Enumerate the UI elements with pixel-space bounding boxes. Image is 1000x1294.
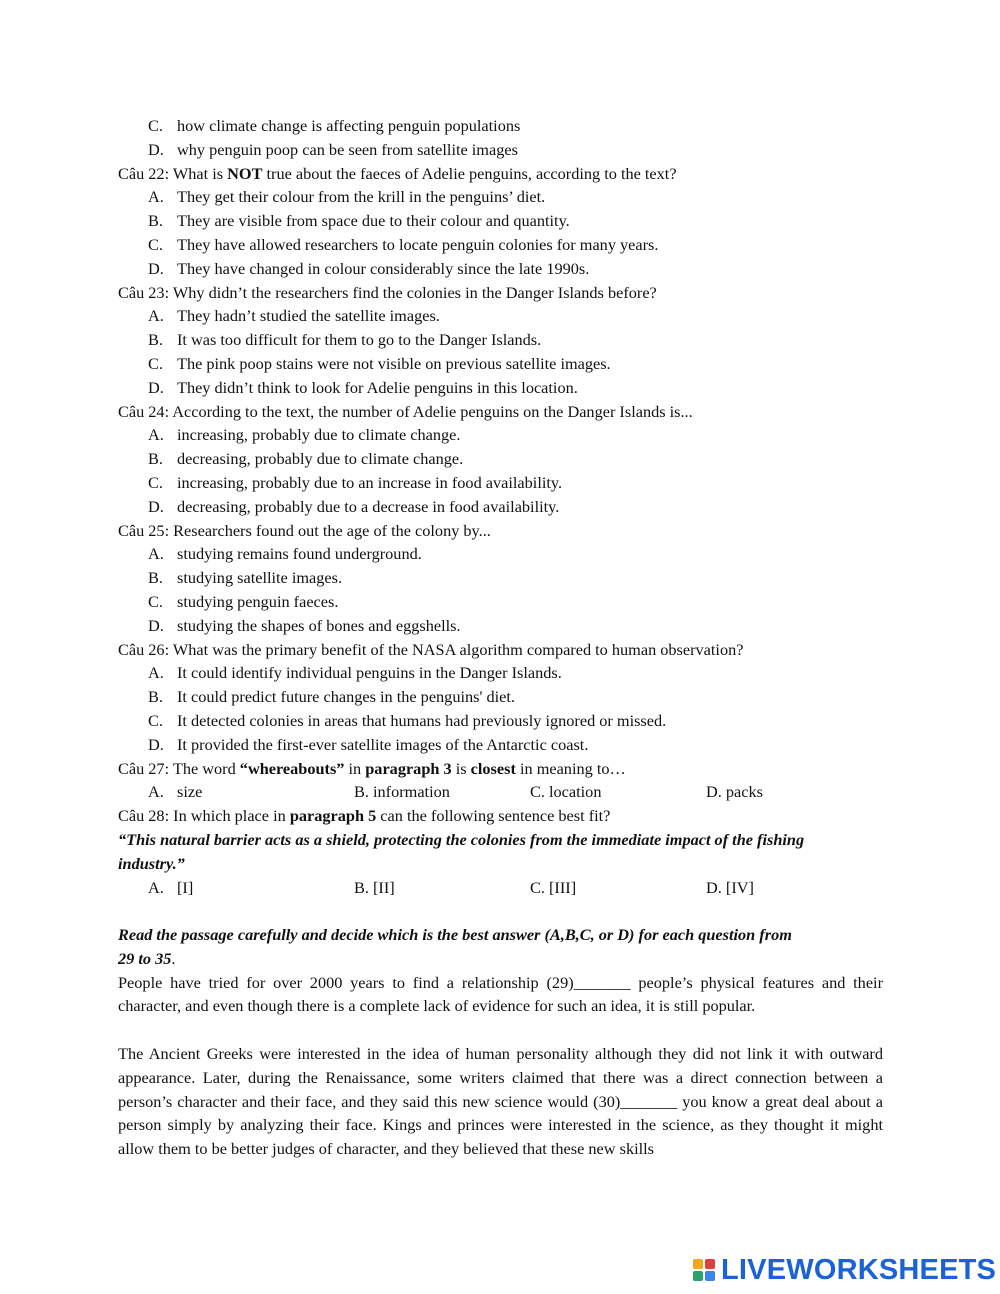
q28-option-c: C. [III]	[530, 877, 577, 897]
q23-option-b: B. It was too difficult for them to go to the Danger Islands.	[148, 330, 542, 350]
q22-option-c: C. They have allowed researchers to locate penguin colonies for many years.	[148, 234, 659, 254]
q22-option-a: A. They get their colour from the krill in the penguins’ diet.	[148, 187, 546, 207]
q28-option-b: B. [II]	[354, 877, 395, 897]
passage-paragraph-2: The Ancient Greeks were interested in the idea of human personality although they did not link it with outward appearance. Later, during the Renaissance, some writers claimed that there was a direct connection between a person’s character and their face, and they said this new science would (30)_______ you know a great deal about a person simply by analyzing their face. Kings and princes were interested in the science, as they thought it might allow them to be better judges of character, and they believed that these new skills	[118, 1044, 883, 1159]
q27-stem: Câu 27: The word “whereabouts” in paragraph 3 is closest in meaning to…	[118, 758, 626, 778]
option-text: how climate change is affecting penguin populations	[177, 116, 521, 135]
q27-option-b: B. information	[354, 782, 450, 802]
worksheet-page	[118, 114, 883, 1161]
q25-option-c: C. studying penguin faeces.	[148, 591, 339, 611]
section-instruction-line-1: Read the passage carefully and decide which is the best answer (A,B,C, or D) for each question from	[118, 925, 792, 945]
q21-option-c	[118, 114, 883, 138]
q27-option-a: A. size	[148, 782, 203, 802]
q26-option-b: B. It could predict future changes in the penguins' diet.	[148, 687, 515, 707]
liveworksheets-mark-icon	[693, 1259, 715, 1281]
option-letter: C.	[148, 116, 163, 135]
q23-option-d: D. They didn’t think to look for Adelie penguins in this location.	[148, 377, 578, 397]
q24-option-a: A. increasing, probably due to climate change.	[148, 425, 461, 445]
q26-option-a: A. It could identify individual penguins in the Danger Islands.	[148, 663, 562, 683]
q28-stem: Câu 28: In which place in paragraph 5 can the following sentence best fit?	[118, 806, 611, 826]
option-text: why penguin poop can be seen from satellite images	[177, 139, 518, 159]
q28-quote-line-1: “This natural barrier acts as a shield, protecting the colonies from the immediate impact of the fishing	[118, 829, 805, 849]
q24-stem: Câu 24: According to the text, the number of Adelie penguins on the Danger Islands is...	[118, 401, 693, 421]
q27-option-d: D. packs	[706, 782, 763, 802]
passage-paragraph-1: People have tried for over 2000 years to find a relationship (29)_______ people’s physical features and their character, and even though there is a complete lack of evidence for such an idea, it is still popular.	[118, 972, 883, 1016]
q24-option-c: C. increasing, probably due to an increase in food availability.	[148, 472, 563, 492]
q24-option-d: D. decreasing, probably due to a decrease in food availability.	[148, 496, 560, 516]
q22-stem: Câu 22: What is NOT true about the faeces of Adelie penguins, according to the text?	[118, 163, 677, 183]
option-letter: D.	[148, 139, 164, 159]
q23-stem: Câu 23: Why didn’t the researchers find the colonies in the Danger Islands before?	[118, 282, 657, 302]
q25-stem: Câu 25: Researchers found out the age of the colony by...	[118, 520, 491, 540]
q25-option-d: D. studying the shapes of bones and eggshells.	[148, 615, 461, 635]
q25-option-a: A. studying remains found underground.	[148, 544, 422, 564]
q28-option-d: D. [IV]	[706, 877, 754, 897]
q26-stem: Câu 26: What was the primary benefit of the NASA algorithm compared to human observation?	[118, 639, 744, 659]
q28-quote-line-2: industry.”	[118, 853, 185, 873]
q27-option-c: C. location	[530, 782, 602, 802]
q28-options	[118, 876, 883, 900]
q24-option-b: B. decreasing, probably due to climate change.	[148, 449, 464, 469]
q21-option-d	[118, 138, 883, 162]
q22-option-d: D. They have changed in colour considerably since the late 1990s.	[148, 258, 590, 278]
q22-option-b: B. They are visible from space due to their colour and quantity.	[148, 211, 570, 231]
q26-option-d: D. It provided the first-ever satellite images of the Antarctic coast.	[148, 734, 589, 754]
q26-option-c: C. It detected colonies in areas that humans had previously ignored or missed.	[148, 710, 667, 730]
q25-option-b: B. studying satellite images.	[148, 568, 343, 588]
q23-option-a: A. They hadn’t studied the satellite images.	[148, 306, 440, 326]
q28-option-a: A. [I]	[148, 877, 194, 897]
q27-options	[118, 780, 883, 804]
liveworksheets-logo	[693, 1252, 996, 1288]
brand-name: LIVEWORKSHEETS	[721, 1253, 997, 1286]
q23-option-c: C. The pink poop stains were not visible on previous satellite images.	[148, 353, 611, 373]
section-instruction-line-2: 29 to 35.	[118, 948, 176, 968]
